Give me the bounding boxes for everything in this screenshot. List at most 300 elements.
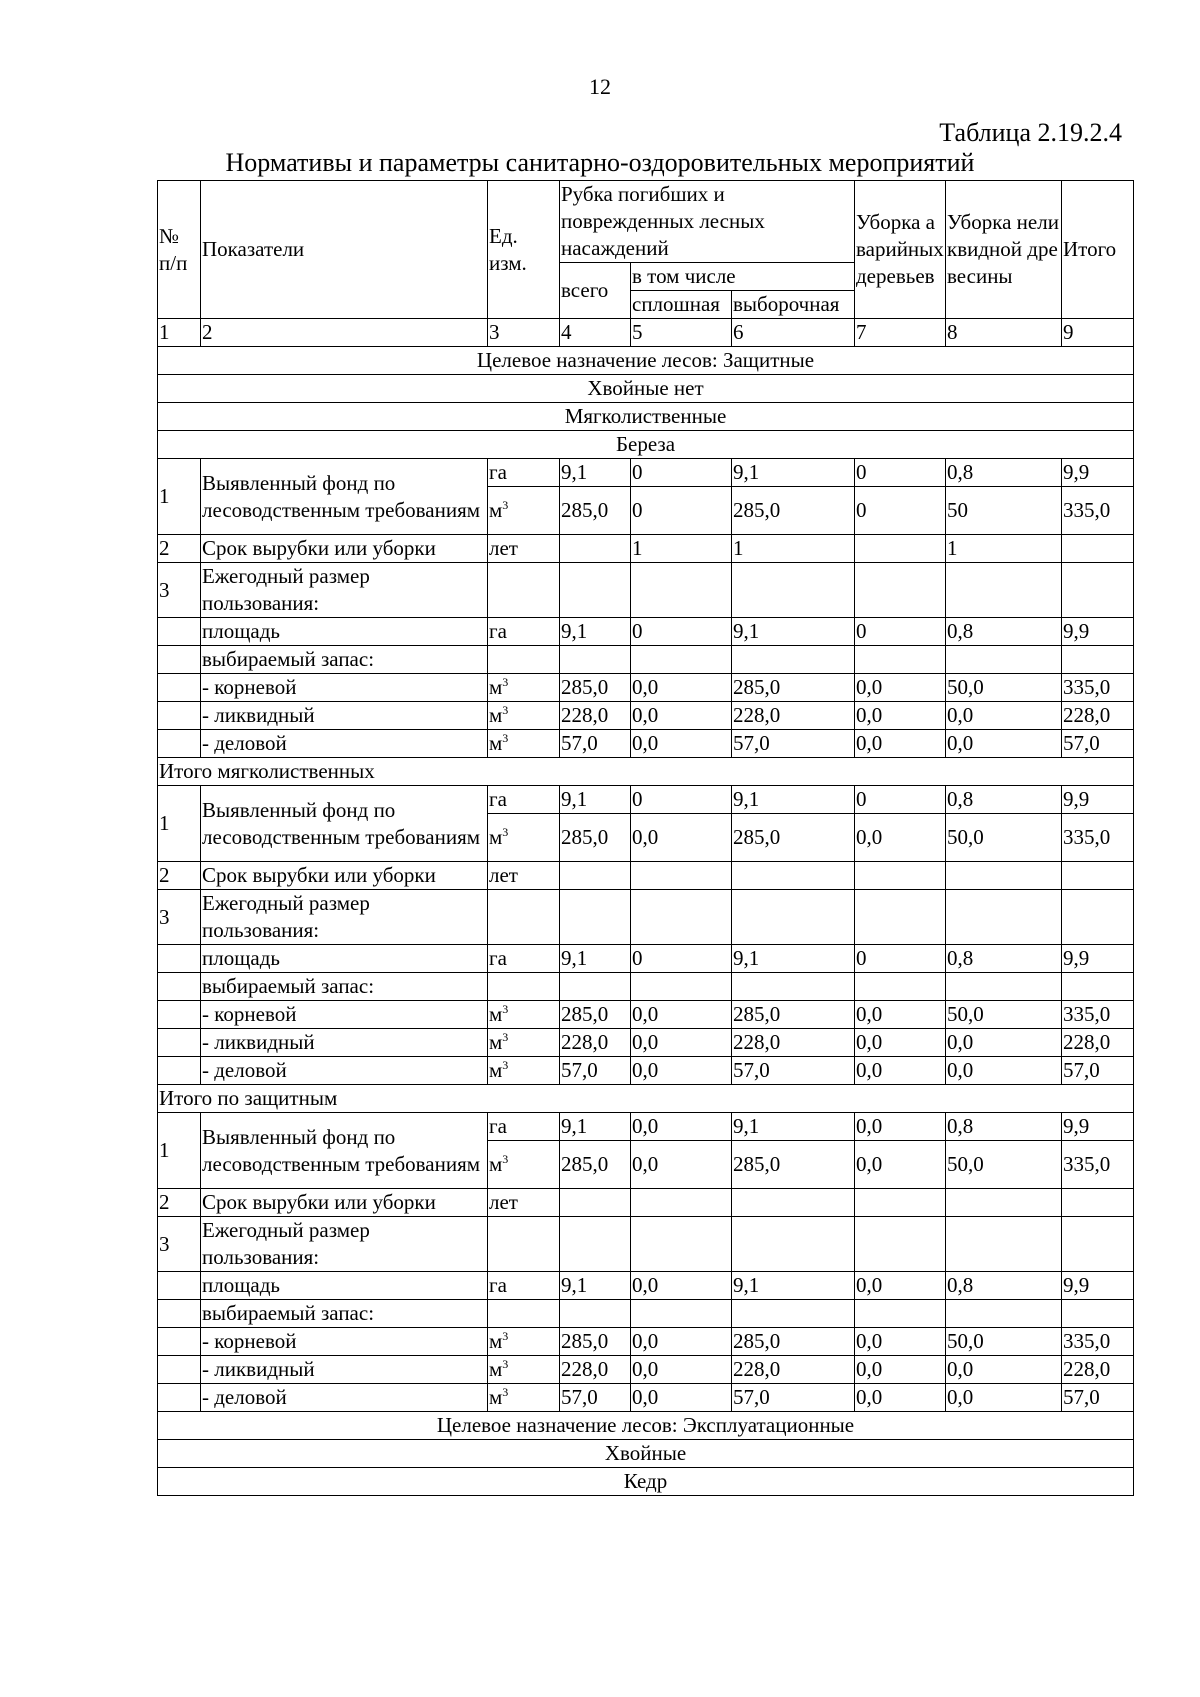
unit-cell: лет (488, 1189, 560, 1217)
unit-cell (488, 814, 560, 862)
unit-sup: 3 (502, 703, 509, 717)
indicator-label: - ликвидный (201, 1029, 488, 1057)
value-cell: 57,0 (560, 730, 631, 758)
empty-cell (631, 646, 732, 674)
header-illiquid: Уборка неликвидной древесины (946, 181, 1062, 319)
value-cell: 0,0 (631, 1029, 732, 1057)
value-cell: 57,0 (560, 1384, 631, 1412)
value-cell: 0,8 (946, 618, 1062, 646)
value-cell: 1 (732, 535, 855, 563)
table-row (158, 1328, 1134, 1356)
table-row (158, 535, 1134, 563)
value-cell: 9,1 (732, 945, 855, 973)
value-cell: 0,8 (946, 1272, 1062, 1300)
unit-cell (488, 674, 560, 702)
empty-cell (488, 973, 560, 1001)
section-title: Целевое назначение лесов: Эксплуатационные (158, 1412, 1134, 1440)
value-cell: 0,0 (855, 1384, 946, 1412)
empty-cell (855, 973, 946, 1001)
value-cell (946, 862, 1062, 890)
column-number: 3 (488, 319, 560, 347)
unit-cell: лет (488, 535, 560, 563)
unit-sup: 3 (502, 1357, 509, 1371)
unit-cell (488, 702, 560, 730)
unit-sup: 3 (502, 675, 509, 689)
unit-m: м (489, 1385, 503, 1409)
empty-cell (158, 1356, 201, 1384)
value-cell: 0,0 (855, 1328, 946, 1356)
value-cell: 0,0 (855, 730, 946, 758)
value-cell: 57,0 (1062, 1057, 1134, 1085)
unit-cell: га (488, 459, 560, 487)
indicator-label: Выявленный фонд по лесоводственным требованиям (201, 1113, 488, 1189)
empty-cell (855, 1300, 946, 1328)
value-cell: 0 (855, 487, 946, 535)
value-cell: 285,0 (560, 674, 631, 702)
value-cell: 0 (855, 618, 946, 646)
empty-cell (158, 1384, 201, 1412)
indicator-label: выбираемый запас: (201, 973, 488, 1001)
value-cell: 0,0 (631, 730, 732, 758)
value-cell: 0 (631, 945, 732, 973)
table-row (158, 702, 1134, 730)
unit-cell (488, 1141, 560, 1189)
table-row (158, 1057, 1134, 1085)
section-row (158, 758, 1134, 786)
unit-sup: 3 (502, 1329, 509, 1343)
value-cell: 285,0 (732, 814, 855, 862)
empty-cell (855, 646, 946, 674)
empty-cell (1062, 1300, 1134, 1328)
empty-cell (631, 1217, 732, 1272)
value-cell: 335,0 (1062, 1141, 1134, 1189)
empty-cell (158, 1057, 201, 1085)
value-cell: 285,0 (732, 487, 855, 535)
value-cell: 9,1 (560, 945, 631, 973)
empty-cell (158, 730, 201, 758)
value-cell: 0 (855, 459, 946, 487)
unit-m: м (489, 1002, 503, 1026)
value-cell: 0,0 (855, 702, 946, 730)
empty-cell (158, 973, 201, 1001)
value-cell: 0,0 (946, 1384, 1062, 1412)
table-row (158, 1189, 1134, 1217)
table-row (158, 1113, 1134, 1141)
empty-cell (560, 1217, 631, 1272)
value-cell: 9,1 (560, 618, 631, 646)
empty-cell (946, 1217, 1062, 1272)
value-cell (732, 1189, 855, 1217)
empty-cell (488, 890, 560, 945)
value-cell: 0,0 (631, 1141, 732, 1189)
value-cell: 228,0 (1062, 1029, 1134, 1057)
header-total: Итого (1062, 181, 1134, 319)
unit-m: м (489, 675, 503, 699)
value-cell: 0,0 (946, 1356, 1062, 1384)
column-number: 4 (560, 319, 631, 347)
indicator-label: Срок вырубки или уборки (201, 1189, 488, 1217)
empty-cell (488, 1217, 560, 1272)
unit-m: м (489, 498, 503, 522)
value-cell: 0,0 (855, 674, 946, 702)
value-cell (560, 535, 631, 563)
unit-m: м (489, 1357, 503, 1381)
value-cell: 228,0 (560, 1029, 631, 1057)
empty-cell (1062, 563, 1134, 618)
indicator-label: Срок вырубки или уборки (201, 862, 488, 890)
unit-m: м (489, 1152, 503, 1176)
value-cell: 50,0 (946, 1001, 1062, 1029)
value-cell: 0,0 (855, 1029, 946, 1057)
section-title: Целевое назначение лесов: Защитные (158, 347, 1134, 375)
empty-cell (560, 890, 631, 945)
column-number: 1 (158, 319, 201, 347)
section-title: Хвойные нет (158, 375, 1134, 403)
value-cell: 9,1 (732, 618, 855, 646)
section-title: Итого мягколиственных (158, 758, 1134, 786)
empty-cell (855, 1217, 946, 1272)
value-cell: 0,0 (631, 1057, 732, 1085)
empty-cell (631, 563, 732, 618)
value-cell (1062, 862, 1134, 890)
value-cell: 0,0 (946, 1029, 1062, 1057)
empty-cell (560, 563, 631, 618)
header-emergency: Уборка аварийных деревьев (855, 181, 946, 319)
indicator-label: - ликвидный (201, 702, 488, 730)
column-number: 2 (201, 319, 488, 347)
value-cell: 285,0 (560, 487, 631, 535)
unit-cell: га (488, 1272, 560, 1300)
value-cell: 0,0 (631, 1113, 732, 1141)
value-cell: 0 (855, 786, 946, 814)
value-cell: 57,0 (560, 1057, 631, 1085)
value-cell: 0,0 (855, 1001, 946, 1029)
value-cell: 335,0 (1062, 1001, 1134, 1029)
value-cell: 9,9 (1062, 618, 1134, 646)
value-cell: 285,0 (732, 674, 855, 702)
value-cell: 285,0 (560, 1001, 631, 1029)
unit-cell (488, 1001, 560, 1029)
section-row (158, 1468, 1134, 1496)
value-cell (855, 535, 946, 563)
value-cell: 228,0 (1062, 702, 1134, 730)
indicator-label: - корневой (201, 1001, 488, 1029)
value-cell (946, 1189, 1062, 1217)
value-cell (855, 1189, 946, 1217)
value-cell: 57,0 (732, 1057, 855, 1085)
empty-cell (488, 646, 560, 674)
value-cell (631, 862, 732, 890)
table-row (158, 563, 1134, 618)
table-row (158, 646, 1134, 674)
unit-cell: га (488, 786, 560, 814)
indicator-label: выбираемый запас: (201, 646, 488, 674)
indicator-label: Ежегодный размер пользования: (201, 890, 488, 945)
empty-cell (946, 1300, 1062, 1328)
header-felling: Рубка погибших и поврежденных лесных насаждений (560, 181, 855, 263)
value-cell: 57,0 (1062, 730, 1134, 758)
value-cell: 285,0 (732, 1328, 855, 1356)
column-number: 9 (1062, 319, 1134, 347)
value-cell: 9,9 (1062, 945, 1134, 973)
value-cell: 9,9 (1062, 1272, 1134, 1300)
unit-m: м (489, 731, 503, 755)
empty-cell (946, 563, 1062, 618)
value-cell: 0,0 (631, 1328, 732, 1356)
empty-cell (732, 1217, 855, 1272)
empty-cell (732, 1300, 855, 1328)
table-row (158, 1300, 1134, 1328)
section-title: Береза (158, 431, 1134, 459)
page-number: 12 (589, 74, 611, 99)
table-row (158, 1001, 1134, 1029)
value-cell (1062, 535, 1134, 563)
unit-cell: га (488, 618, 560, 646)
empty-cell (158, 1272, 201, 1300)
header-unit: Ед. изм. (488, 181, 560, 319)
empty-cell (158, 945, 201, 973)
empty-cell (1062, 890, 1134, 945)
value-cell: 0,0 (631, 702, 732, 730)
unit-m: м (489, 1030, 503, 1054)
value-cell: 0 (855, 945, 946, 973)
empty-cell (855, 890, 946, 945)
empty-cell (1062, 646, 1134, 674)
section-row (158, 403, 1134, 431)
value-cell: 0,0 (855, 1356, 946, 1384)
table-row (158, 945, 1134, 973)
value-cell: 0,0 (855, 1057, 946, 1085)
column-numbers-row (158, 319, 1134, 347)
value-cell (855, 862, 946, 890)
value-cell: 9,1 (560, 786, 631, 814)
value-cell: 9,9 (1062, 786, 1134, 814)
value-cell: 9,9 (1062, 459, 1134, 487)
row-number: 1 (158, 459, 201, 535)
table-row (158, 618, 1134, 646)
value-cell: 50,0 (946, 1141, 1062, 1189)
value-cell: 335,0 (1062, 1328, 1134, 1356)
unit-sup: 3 (502, 1058, 509, 1072)
unit-sup: 3 (502, 731, 509, 745)
value-cell: 50,0 (946, 814, 1062, 862)
unit-cell (488, 487, 560, 535)
value-cell: 0,8 (946, 1113, 1062, 1141)
value-cell (1062, 1189, 1134, 1217)
section-title: Кедр (158, 1468, 1134, 1496)
table-row (158, 973, 1134, 1001)
header-num: № п/п (158, 181, 201, 319)
value-cell: 0,0 (631, 1272, 732, 1300)
header-total-felling: всего (560, 263, 631, 319)
indicator-label: - деловой (201, 730, 488, 758)
column-number: 6 (732, 319, 855, 347)
value-cell: 0,0 (631, 1356, 732, 1384)
value-cell: 335,0 (1062, 674, 1134, 702)
value-cell: 228,0 (560, 1356, 631, 1384)
section-row (158, 1440, 1134, 1468)
column-number: 5 (631, 319, 732, 347)
value-cell: 1 (946, 535, 1062, 563)
empty-cell (732, 646, 855, 674)
empty-cell (488, 1300, 560, 1328)
unit-cell (488, 1029, 560, 1057)
value-cell: 57,0 (732, 730, 855, 758)
indicator-label: Ежегодный размер пользования: (201, 1217, 488, 1272)
table-row (158, 862, 1134, 890)
section-title: Итого по защитным (158, 1085, 1134, 1113)
table-row (158, 730, 1134, 758)
empty-cell (855, 563, 946, 618)
unit-cell (488, 730, 560, 758)
value-cell (560, 862, 631, 890)
unit-cell (488, 1384, 560, 1412)
empty-cell (158, 674, 201, 702)
empty-cell (158, 1029, 201, 1057)
indicator-label: - корневой (201, 1328, 488, 1356)
value-cell: 335,0 (1062, 814, 1134, 862)
value-cell: 285,0 (732, 1141, 855, 1189)
value-cell: 228,0 (732, 702, 855, 730)
section-title: Мягколиственные (158, 403, 1134, 431)
value-cell: 335,0 (1062, 487, 1134, 535)
value-cell: 0 (631, 459, 732, 487)
row-number: 3 (158, 890, 201, 945)
value-cell: 285,0 (732, 1001, 855, 1029)
value-cell: 0,0 (631, 674, 732, 702)
unit-sup: 3 (502, 1152, 509, 1166)
value-cell: 9,1 (732, 1113, 855, 1141)
header-including: в том числе (631, 263, 855, 291)
table-row (158, 1356, 1134, 1384)
empty-cell (946, 973, 1062, 1001)
unit-sup: 3 (502, 825, 509, 839)
table-row (158, 1217, 1134, 1272)
empty-cell (560, 1300, 631, 1328)
unit-m: м (489, 825, 503, 849)
indicator-label: - корневой (201, 674, 488, 702)
indicator-label: Выявленный фонд по лесоводственным требованиям (201, 459, 488, 535)
table-title: Нормативы и параметры санитарно-оздоровительных мероприятий (225, 148, 975, 177)
indicator-label: Срок вырубки или уборки (201, 535, 488, 563)
header-selective: выборочная (732, 291, 855, 319)
value-cell: 0,0 (946, 730, 1062, 758)
table-row (158, 1272, 1134, 1300)
row-number: 3 (158, 1217, 201, 1272)
value-cell: 0,0 (946, 702, 1062, 730)
value-cell: 9,9 (1062, 1113, 1134, 1141)
empty-cell (732, 563, 855, 618)
unit-m: м (489, 1058, 503, 1082)
header-row (158, 181, 1134, 263)
value-cell: 0,8 (946, 459, 1062, 487)
empty-cell (158, 646, 201, 674)
row-number: 2 (158, 535, 201, 563)
value-cell: 228,0 (732, 1356, 855, 1384)
unit-cell (488, 1356, 560, 1384)
unit-m: м (489, 1329, 503, 1353)
indicator-label: - деловой (201, 1384, 488, 1412)
empty-cell (560, 646, 631, 674)
header-clear: сплошная (631, 291, 732, 319)
value-cell: 0 (631, 487, 732, 535)
value-cell: 0,0 (855, 1141, 946, 1189)
indicator-label: - деловой (201, 1057, 488, 1085)
indicator-label: площадь (201, 1272, 488, 1300)
header-indicators: Показатели (201, 181, 488, 319)
unit-sup: 3 (502, 1002, 509, 1016)
empty-cell (158, 1300, 201, 1328)
row-number: 2 (158, 1189, 201, 1217)
value-cell: 1 (631, 535, 732, 563)
empty-cell (732, 973, 855, 1001)
row-number: 1 (158, 786, 201, 862)
table-row (158, 674, 1134, 702)
empty-cell (560, 973, 631, 1001)
unit-cell (488, 1057, 560, 1085)
row-number: 2 (158, 862, 201, 890)
section-title: Хвойные (158, 1440, 1134, 1468)
value-cell: 0,0 (855, 1113, 946, 1141)
value-cell: 50 (946, 487, 1062, 535)
section-row (158, 1412, 1134, 1440)
value-cell: 285,0 (560, 814, 631, 862)
empty-cell (631, 890, 732, 945)
value-cell: 57,0 (732, 1384, 855, 1412)
unit-m: м (489, 703, 503, 727)
unit-cell: га (488, 1113, 560, 1141)
value-cell: 0,8 (946, 786, 1062, 814)
row-number: 3 (158, 563, 201, 618)
unit-sup: 3 (502, 1385, 509, 1399)
empty-cell (732, 890, 855, 945)
value-cell (732, 862, 855, 890)
indicator-label: площадь (201, 618, 488, 646)
section-row (158, 431, 1134, 459)
sanitary-measures-table (157, 180, 1134, 1496)
empty-cell (946, 890, 1062, 945)
value-cell: 0,0 (855, 814, 946, 862)
value-cell: 0,0 (631, 1001, 732, 1029)
empty-cell (158, 1001, 201, 1029)
value-cell: 57,0 (1062, 1384, 1134, 1412)
indicator-label: площадь (201, 945, 488, 973)
table-row (158, 459, 1134, 487)
table-id: Таблица 2.19.2.4 (939, 118, 1122, 147)
empty-cell (631, 1300, 732, 1328)
unit-sup: 3 (502, 1030, 509, 1044)
value-cell: 228,0 (560, 702, 631, 730)
empty-cell (1062, 1217, 1134, 1272)
value-cell: 285,0 (560, 1141, 631, 1189)
empty-cell (158, 702, 201, 730)
value-cell: 9,1 (732, 1272, 855, 1300)
value-cell: 0,0 (855, 1272, 946, 1300)
value-cell: 50,0 (946, 674, 1062, 702)
value-cell: 228,0 (1062, 1356, 1134, 1384)
table-row (158, 1029, 1134, 1057)
value-cell: 0 (631, 786, 732, 814)
indicator-label: Выявленный фонд по лесоводственным требованиям (201, 786, 488, 862)
value-cell: 0,0 (946, 1057, 1062, 1085)
table-row (158, 1384, 1134, 1412)
value-cell: 0 (631, 618, 732, 646)
column-number: 8 (946, 319, 1062, 347)
value-cell: 285,0 (560, 1328, 631, 1356)
row-number: 1 (158, 1113, 201, 1189)
value-cell: 228,0 (732, 1029, 855, 1057)
value-cell: 0,0 (631, 814, 732, 862)
